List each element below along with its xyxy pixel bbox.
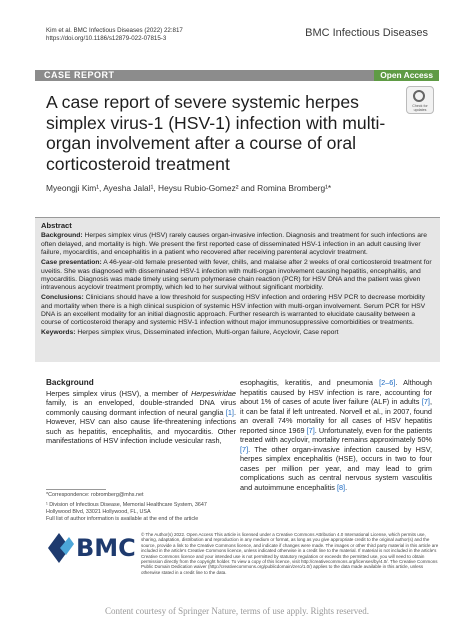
abstract-keywords [41, 329, 434, 337]
abstract-conclusions-text: Clinicians should have a low threshold for suspecting HSV infection and ordering HSV PCR to decrease morbidity and mortality when there is a high clinical suspicion of systemic HSV infection with multi-organ involvement. Serum PCR for HSV DNA is an excellent modality for an initial diagnostic approach. Further research is warranted to elucidate causality between a course of corticosteroid therapy and systemic HSV-1 infection without major immunosuppressive comorbidities or treatments. [41, 294, 426, 327]
citation-link[interactable]: [7] [306, 425, 315, 435]
citation-link[interactable]: [8] [336, 482, 346, 492]
springer-footer: Content courtesy of Springer Nature, terms of use apply. Rights reserved. [104, 606, 370, 616]
affiliation-note: ¹ Division of Infectious Disease, Memorial Healthcare System, 3647 Hollywood Blvd, 33021 Hollywood, FL, USA [46, 502, 207, 515]
citation-link[interactable]: [7] [421, 397, 430, 406]
citation-link[interactable]: [1] [225, 407, 234, 417]
abstract-case-label: Case presentation: [41, 259, 102, 267]
body-text: . Although hepatitis caused by HSV infection is rare, accounting for about 1% of cases of acute liver failure (ALF) in adults [240, 378, 432, 406]
body-text: family, is an enveloped, double-stranded DNA virus commonly causing dormant infection of neural ganglia [46, 398, 236, 417]
citation-link[interactable]: [7] [240, 444, 249, 454]
abstract-background-text: Herpes simplex virus (HSV) rarely causes organ-invasive infection. Diagnosis and treatment for such infections are often delayed, and mortality is high. We present the first reported case of disseminated HSV-1 infection in an adult causing liver failure, myocarditis, and encephalitis in a patient who recovered after receiving parenteral acyclovir treatment. [41, 232, 428, 257]
check-for-updates-icon [413, 90, 425, 102]
body-paragraph-right [240, 378, 432, 492]
open-access-badge: Open Access [374, 70, 439, 81]
check-for-updates-button[interactable] [406, 86, 434, 114]
keywords-text: Herpes simplex virus, Disseminated infection, Multi-organ failure, Acyclovir, Case report [77, 329, 339, 337]
body-text: esophagitis, keratitis, and pneumonia [240, 378, 380, 387]
correspondence-note: *Correspondence: robromberg@mhs.net [46, 492, 144, 498]
abstract-background [41, 232, 434, 257]
author-list: Myeongji Kim¹, Ayesha Jalal¹, Heysu Rubio-Gomez² and Romina Bromberg¹* [46, 183, 332, 193]
abstract-heading: Abstract [41, 221, 72, 230]
body-text: . However, HSV can also cause life-threatening infections such as hepatitis, encephalitis, and myocarditis. Other manifestations of HSV infection include vesicular rash, [46, 407, 236, 445]
section-heading: Background [46, 378, 94, 387]
abstract-conclusions-label: Conclusions: [41, 294, 84, 302]
abstract-box [35, 217, 440, 362]
body-column-right [240, 378, 432, 492]
keywords-label: Keywords: [41, 329, 76, 337]
body-text: . Unfortunately, even for the patients treated with acyclovir, mortality remains approximately 50% [240, 425, 432, 444]
article-title: A case report of severe systemic herpes simplex virus-1 (HSV-1) infection with multi-organ involvement after a course of oral corticosteroid treatment [46, 92, 386, 174]
body-text: . The other organ-invasive infection caused by HSV, herpes simplex encephalitis (HSE), occurs in two to four cases per million per year, and may lead to grim complications such as central nervous system vasculitis and autoimmune encephalitis [240, 444, 432, 492]
body-column-left [46, 378, 236, 446]
abstract-case [41, 259, 434, 293]
license-text: © The Author(s) 2022. Open Access This article is licensed under a Creative Commons Attribution 4.0 International License, which permits use, sharing, adaptation, distribution and reproduction in any medium or format, as long as you give appropriate credit to the original author(s) and the source, provide a link to the Creative Commons licence, and indicate if changes were made. The images or other third party material in this article are included in the article's Creative Commons licence, unless indicated otherwise in a credit line to the material. If material is not included in the article's Creative Commons licence and your intended use is not permitted by statutory regulation or exceeds the permitted use, you will need to obtain permission directly from the copyright holder. To view a copy of this licence, visit http://creativecommons.org/licenses/by/4.0/. The Creative Commons Public Domain Dedication waiver (http://creativecommons.org/publicdomain/zero/1.0/) applies to the data made available in this article, unless otherwise stated in a credit line to the data. [141, 532, 439, 575]
body-text: Herpes simplex virus (HSV), a member of [46, 388, 191, 398]
journal-name: BMC Infectious Diseases [305, 27, 428, 39]
taxon-name: Herpesviridae [190, 388, 236, 398]
abstract-background-label: Background: [41, 232, 83, 240]
footnote-divider [46, 489, 106, 490]
abstract-conclusions [41, 294, 434, 328]
bmc-logo-text: BMC [76, 534, 136, 562]
doi-link[interactable]: https://doi.org/10.1186/s12879-022-07815-3 [46, 35, 167, 42]
body-paragraph-left [46, 389, 236, 446]
abstract-case-text: A 46-year-old female presented with fever, chills, and malaise after 2 weeks of oral corticosteroid treatment for uveitis. She was diagnosed with disseminated HSV-1 infection with multi-organ involvement causing hepatitis, encephalitis, and myocarditis. Diagnosis was made timely using serum polymerase chain reaction (PCR) for HSV DNA and the patient was given intravenous acyclovir treatment promptly, which led to her survival without significant morbidity. [41, 259, 432, 292]
citation-link[interactable]: [2–6] [379, 378, 396, 387]
citation-line: Kim et al. BMC Infectious Diseases (2022) 22:817 [46, 27, 183, 34]
author-info-note: Full list of author information is available at the end of the article [46, 516, 199, 522]
check-for-updates-label: Check for updates [412, 104, 428, 112]
body-text: . [345, 482, 348, 492]
section-label: CASE REPORT [44, 70, 115, 80]
body-text: , it can be fatal if left untreated. Norvell et al., in 2007, found an overall 74% mortality for all cases of HSV hepatitis reported since 1969 [240, 397, 432, 435]
